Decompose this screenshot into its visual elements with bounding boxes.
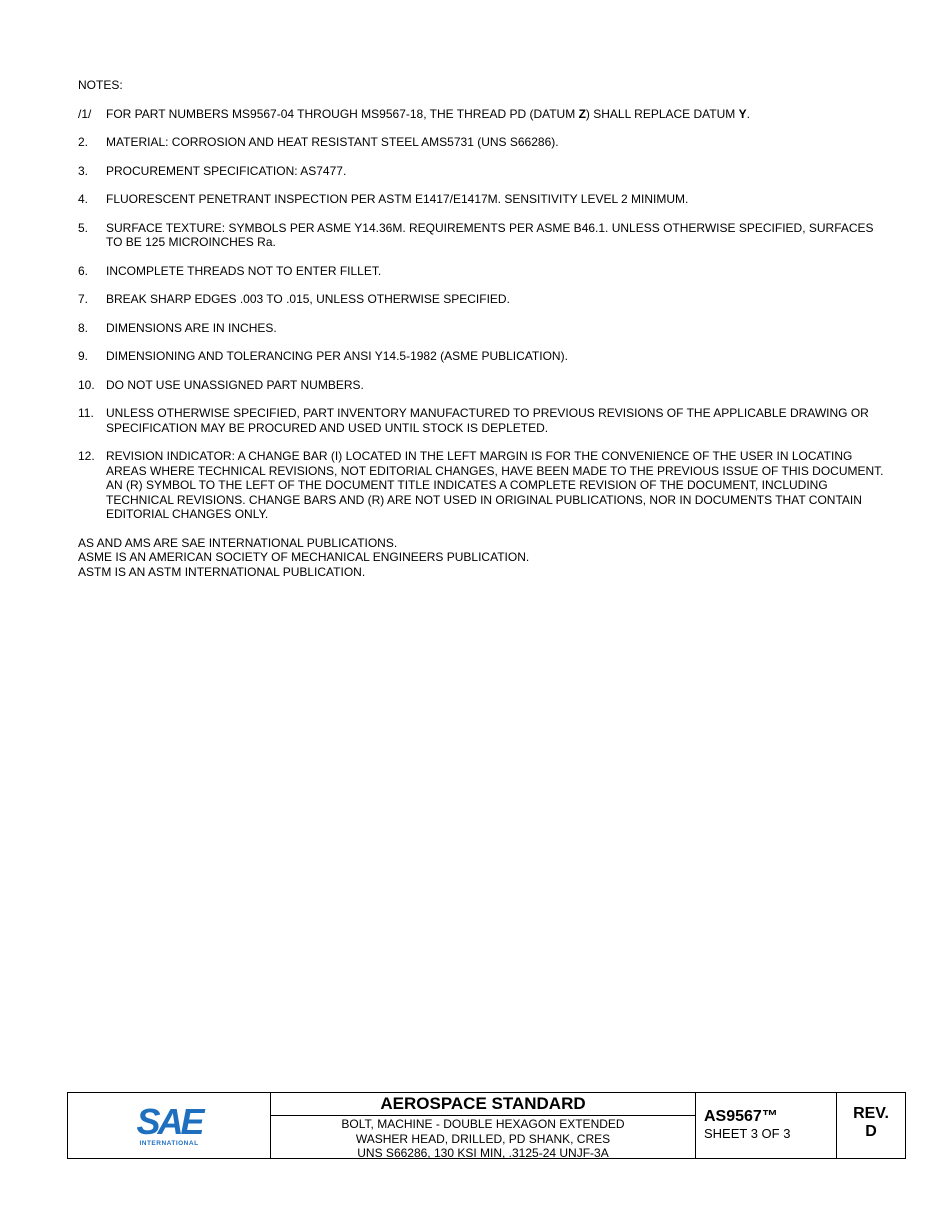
note-9: [78, 349, 893, 364]
note-1-text-pre: FOR PART NUMBERS MS9567-04 THROUGH MS9567-18, THE THREAD PD (DATUM: [106, 106, 579, 121]
note-number: 11.: [78, 406, 94, 420]
description-line: UNS S66286, 130 KSI MIN, .3125-24 UNJF-3A: [357, 1146, 609, 1160]
document-number: AS9567™: [704, 1108, 778, 1125]
sheet-number: SHEET 3 OF 3: [704, 1126, 791, 1141]
note-number: /1/: [78, 106, 92, 121]
note-5: [78, 221, 893, 250]
note-text: INCOMPLETE THREADS NOT TO ENTER FILLET.: [106, 263, 382, 278]
publication-line: ASME IS AN AMERICAN SOCIETY OF MECHANICAL ENGINEERS PUBLICATION.: [78, 550, 530, 564]
note-text: PROCUREMENT SPECIFICATION: AS7477.: [106, 163, 347, 178]
publication-line: ASTM IS AN ASTM INTERNATIONAL PUBLICATION.: [78, 564, 366, 579]
note-number: 7.: [78, 292, 89, 306]
revision-value: D: [865, 1123, 877, 1140]
note-text: MATERIAL: CORROSION AND HEAT RESISTANT STEEL AMS5731 (UNS S66286).: [106, 135, 559, 149]
note-text: DIMENSIONS ARE IN INCHES.: [106, 320, 277, 335]
description-line: WASHER HEAD, DRILLED, PD SHANK, CRES: [355, 1131, 611, 1146]
note-number: 4.: [78, 192, 89, 206]
note-10: [78, 378, 893, 393]
note-text: FLUORESCENT PENETRANT INSPECTION PER ASTM E1417/E1417M. SENSITIVITY LEVEL 2 MINIMUM.: [106, 192, 689, 206]
note-text: [106, 107, 893, 122]
publications-list: [78, 536, 893, 580]
note-text: DIMENSIONING AND TOLERANCING PER ANSI Y14.5-1982 (ASME PUBLICATION).: [106, 349, 568, 363]
note-4: [78, 192, 893, 207]
note-number: 6.: [78, 263, 89, 278]
note-number: 8.: [78, 320, 89, 335]
note-number: 12.: [78, 449, 95, 463]
note-1: [78, 107, 893, 122]
note-text: BREAK SHARP EDGES .003 TO .015, UNLESS OTHERWISE SPECIFIED.: [106, 292, 510, 306]
note-3: [78, 164, 893, 179]
notes-section: [78, 78, 893, 579]
note-7: [78, 292, 893, 307]
publication-line: AS AND AMS ARE SAE INTERNATIONAL PUBLICATIONS.: [78, 535, 398, 550]
note-text: DO NOT USE UNASSIGNED PART NUMBERS.: [106, 377, 364, 392]
note-1-text-mid: ) SHALL REPLACE DATUM: [585, 106, 739, 121]
revision-label: REV.: [853, 1105, 889, 1122]
note-text: REVISION INDICATOR: A CHANGE BAR (I) LOCATED IN THE LEFT MARGIN IS FOR THE CONVENIENCE OF THE USER IN LOCATING AREAS WHERE TECHNICAL REVISIONS, NOT EDITORIAL CHANGES, HAVE BEEN MADE TO THE PREVIOUS ISSUE OF THIS DOCUMENT. AN (R) SYMBOL TO THE LEFT OF THE DOCUMENT TITLE INDICATES A COMPLETE REVISION OF THE DOCUMENT, INCLUDING TECHNICAL REVISIONS. CHANGE BARS AND (R) ARE NOT USED IN ORIGINAL PUBLICATIONS, NOR IN DOCUMENTS THAT CONTAIN EDITORIAL CHANGES ONLY.: [106, 449, 884, 521]
revision-cell: [837, 1093, 905, 1158]
part-description: [271, 1116, 695, 1161]
note-8: [78, 321, 893, 336]
notes-heading: NOTES:: [78, 78, 123, 92]
note-11: [78, 406, 893, 435]
note-6: [78, 264, 893, 279]
note-text: UNLESS OTHERWISE SPECIFIED, PART INVENTORY MANUFACTURED TO PREVIOUS REVISIONS OF THE APPLICABLE DRAWING OR SPECIFICATION MAY BE PROCURED AND USED UNTIL STOCK IS DEPLETED.: [106, 406, 869, 435]
note-12: [78, 449, 893, 522]
note-2: [78, 135, 893, 150]
sae-logo-subtitle: INTERNATIONAL: [139, 1139, 199, 1147]
title-cell: [271, 1093, 696, 1158]
document-cell: [696, 1093, 837, 1158]
logo-cell: [68, 1093, 271, 1158]
datum-z: Z: [578, 106, 586, 121]
note-text: SURFACE TEXTURE: SYMBOLS PER ASME Y14.36M. REQUIREMENTS PER ASME B46.1. UNLESS OTHERWISE SPECIFIED, SURFACES TO BE 125 MICROINCHES Ra.: [106, 220, 874, 249]
note-number: 9.: [78, 349, 89, 363]
note-number: 5.: [78, 220, 89, 235]
standard-title: AEROSPACE STANDARD: [271, 1093, 695, 1116]
sae-logo: [136, 1100, 202, 1147]
note-number: 10.: [78, 377, 95, 392]
datum-y: Y: [738, 106, 747, 121]
note-1-text-post: .: [746, 106, 750, 121]
note-number: 2.: [78, 135, 89, 149]
sae-logo-mark: SAE: [136, 1100, 202, 1142]
note-number: 3.: [78, 163, 89, 178]
title-block: [67, 1092, 906, 1159]
description-line: BOLT, MACHINE - DOUBLE HEXAGON EXTENDED: [341, 1117, 625, 1131]
